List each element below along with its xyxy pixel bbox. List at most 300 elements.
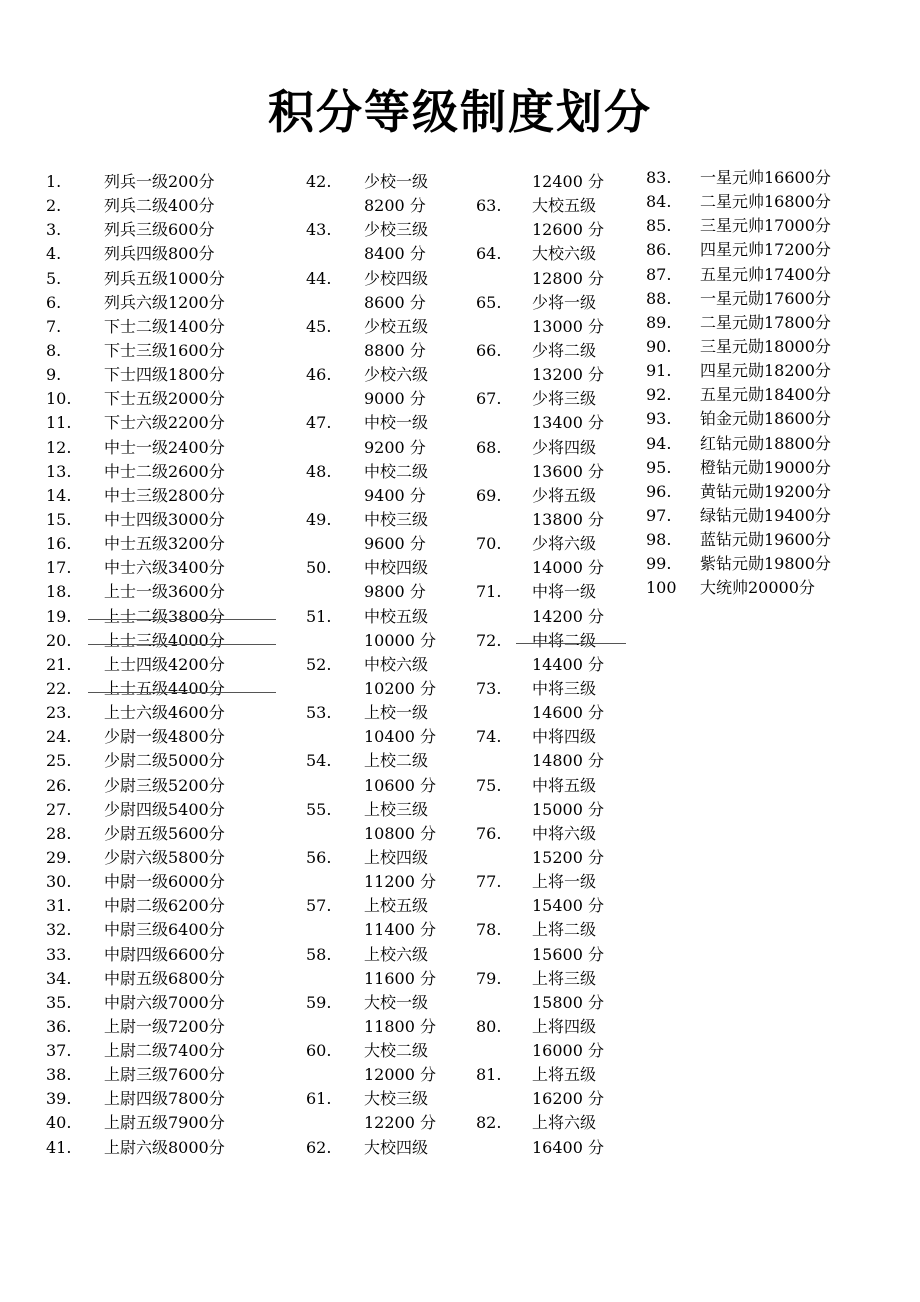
item-number: 26. xyxy=(46,775,72,795)
item-text: 9600 分 xyxy=(364,534,426,554)
item-number: 20. xyxy=(46,630,72,650)
item-text: 12800 分 xyxy=(532,268,604,288)
item-number: 38. xyxy=(46,1065,72,1085)
list-item xyxy=(476,580,626,604)
item-number: 27. xyxy=(46,799,72,819)
item-text: 少尉六级5800分 xyxy=(104,847,225,867)
list-item xyxy=(476,556,626,580)
item-text: 中士四级3000分 xyxy=(104,509,225,529)
item-text: 五星元勋18400分 xyxy=(700,385,831,405)
item-text: 中校四级 xyxy=(364,558,429,578)
list-item xyxy=(46,411,286,435)
list-item xyxy=(46,991,286,1015)
rank-column-1 xyxy=(46,170,286,1160)
item-number: 40. xyxy=(46,1113,72,1133)
list-item xyxy=(306,242,456,266)
list-item xyxy=(306,774,456,798)
list-item xyxy=(306,749,456,773)
item-text: 15800 分 xyxy=(532,992,604,1012)
list-item xyxy=(646,166,866,190)
item-number: 9. xyxy=(46,365,62,385)
item-number: 63. xyxy=(476,196,502,216)
item-text: 上将六级 xyxy=(532,1113,597,1133)
item-number: 65. xyxy=(476,292,502,312)
item-text: 12000 分 xyxy=(364,1065,436,1085)
item-number: 24. xyxy=(46,727,72,747)
item-number: 37. xyxy=(46,1041,72,1061)
table-rule-line xyxy=(516,643,626,644)
item-number: 23. xyxy=(46,703,72,723)
item-number: 2. xyxy=(46,196,62,216)
item-number: 52. xyxy=(306,654,332,674)
list-item xyxy=(46,339,286,363)
item-number: 87. xyxy=(646,264,672,284)
item-text: 一星元勋17600分 xyxy=(700,288,831,308)
list-item xyxy=(46,725,286,749)
item-number: 83. xyxy=(646,168,672,187)
list-item xyxy=(46,918,286,942)
list-item xyxy=(476,943,626,967)
rank-column-3 xyxy=(476,170,626,1160)
item-number: 85. xyxy=(646,216,672,236)
item-text: 蓝钻元勋19600分 xyxy=(700,530,831,550)
list-item xyxy=(306,1136,456,1160)
item-text: 中将六级 xyxy=(532,823,597,843)
item-text: 四星元帅17200分 xyxy=(700,240,831,260)
item-text: 13200 分 xyxy=(532,365,604,385)
item-number: 75. xyxy=(476,775,502,795)
item-text: 下士五级2000分 xyxy=(104,389,225,409)
item-number: 32. xyxy=(46,920,72,940)
list-item xyxy=(306,605,456,629)
item-number: 88. xyxy=(646,288,672,308)
item-number: 74. xyxy=(476,727,502,747)
item-text: 8600 分 xyxy=(364,292,426,312)
table-rule-line xyxy=(88,619,276,620)
item-number: 14. xyxy=(46,485,72,505)
list-item xyxy=(476,1111,626,1135)
list-item xyxy=(476,411,626,435)
item-text: 少校五级 xyxy=(364,316,429,336)
list-item xyxy=(306,943,456,967)
list-item xyxy=(476,991,626,1015)
item-text: 红钻元勋18800分 xyxy=(700,433,831,453)
list-item xyxy=(476,387,626,411)
item-number: 10. xyxy=(46,389,72,409)
item-text: 中将三级 xyxy=(532,678,597,698)
item-text: 16400 分 xyxy=(532,1137,604,1157)
list-item xyxy=(476,677,626,701)
item-text: 15200 分 xyxy=(532,847,604,867)
item-number: 50. xyxy=(306,558,332,578)
list-item xyxy=(646,528,866,552)
list-item xyxy=(306,822,456,846)
list-item xyxy=(46,653,286,677)
item-number: 13. xyxy=(46,461,72,481)
list-item xyxy=(46,870,286,894)
list-item xyxy=(646,480,866,504)
list-item xyxy=(306,991,456,1015)
list-item xyxy=(46,460,286,484)
item-text: 15000 分 xyxy=(532,799,604,819)
item-number: 19. xyxy=(46,606,72,626)
list-item xyxy=(46,170,286,194)
item-number: 30. xyxy=(46,872,72,892)
item-number: 86. xyxy=(646,240,672,260)
list-item xyxy=(46,846,286,870)
list-item xyxy=(476,1015,626,1039)
item-number: 43. xyxy=(306,220,332,240)
list-item xyxy=(476,967,626,991)
list-item xyxy=(476,798,626,822)
item-text: 13400 分 xyxy=(532,413,604,433)
rank-column-4 xyxy=(646,166,866,601)
list-item xyxy=(46,1063,286,1087)
list-item xyxy=(306,460,456,484)
item-number: 80. xyxy=(476,1016,502,1036)
item-text: 14000 分 xyxy=(532,558,604,578)
item-number: 15. xyxy=(46,509,72,529)
item-text: 中尉四级6600分 xyxy=(104,944,225,964)
list-item xyxy=(646,359,866,383)
item-number: 56. xyxy=(306,847,332,867)
item-text: 13000 分 xyxy=(532,316,604,336)
item-number: 22. xyxy=(46,678,72,698)
item-text: 少尉三级5200分 xyxy=(104,775,225,795)
list-item xyxy=(476,339,626,363)
item-number: 84. xyxy=(646,192,672,212)
list-item xyxy=(46,291,286,315)
item-number: 46. xyxy=(306,365,332,385)
item-number: 47. xyxy=(306,413,332,433)
item-number: 34. xyxy=(46,968,72,988)
item-text: 上士一级3600分 xyxy=(104,582,225,602)
list-item xyxy=(306,629,456,653)
list-item xyxy=(476,436,626,460)
list-item xyxy=(46,749,286,773)
item-text: 铂金元勋18600分 xyxy=(700,409,831,429)
table-rule-line xyxy=(88,644,276,645)
item-text: 12200 分 xyxy=(364,1113,436,1133)
item-number: 16. xyxy=(46,534,72,554)
item-number: 61. xyxy=(306,1089,332,1109)
item-text: 绿钻元勋19400分 xyxy=(700,505,831,525)
list-item xyxy=(306,1039,456,1063)
item-number: 78. xyxy=(476,920,502,940)
item-text: 少尉一级4800分 xyxy=(104,727,225,747)
list-item xyxy=(46,701,286,725)
item-text: 上校一级 xyxy=(364,703,429,723)
item-text: 15400 分 xyxy=(532,896,604,916)
list-item xyxy=(46,1039,286,1063)
item-text: 少尉二级5000分 xyxy=(104,751,225,771)
list-item xyxy=(46,677,286,701)
item-number: 64. xyxy=(476,244,502,264)
item-number: 8. xyxy=(46,340,62,360)
item-text: 10200 分 xyxy=(364,678,436,698)
item-number: 72. xyxy=(476,630,502,650)
list-item xyxy=(46,798,286,822)
list-item xyxy=(476,653,626,677)
item-number: 66. xyxy=(476,340,502,360)
item-number: 29. xyxy=(46,847,72,867)
item-text: 上将三级 xyxy=(532,968,597,988)
item-number: 99. xyxy=(646,554,672,574)
item-text: 13800 分 xyxy=(532,509,604,529)
item-text: 中士五级3200分 xyxy=(104,534,225,554)
list-item xyxy=(46,242,286,266)
item-number: 92. xyxy=(646,385,672,405)
item-number: 18. xyxy=(46,582,72,602)
list-item xyxy=(646,504,866,528)
list-item xyxy=(46,822,286,846)
item-number: 4. xyxy=(46,244,62,264)
item-text: 下士四级1800分 xyxy=(104,365,225,385)
item-number: 76. xyxy=(476,823,502,843)
item-number: 53. xyxy=(306,703,332,723)
list-item xyxy=(306,894,456,918)
list-item xyxy=(306,677,456,701)
item-text: 上将五级 xyxy=(532,1065,597,1085)
item-text: 少校六级 xyxy=(364,365,429,385)
list-item xyxy=(476,532,626,556)
item-text: 10400 分 xyxy=(364,727,436,747)
list-item xyxy=(46,532,286,556)
list-item xyxy=(306,170,456,194)
item-number: 91. xyxy=(646,361,672,381)
item-text: 中将五级 xyxy=(532,775,597,795)
item-text: 上校五级 xyxy=(364,896,429,916)
item-text: 10000 分 xyxy=(364,630,436,650)
page-title: 积分等级制度划分 xyxy=(268,85,652,139)
item-text: 12600 分 xyxy=(532,220,604,240)
list-item xyxy=(306,1015,456,1039)
list-item xyxy=(476,291,626,315)
item-text: 上校三级 xyxy=(364,799,429,819)
item-number: 12. xyxy=(46,437,72,457)
item-number: 73. xyxy=(476,678,502,698)
list-item xyxy=(646,238,866,262)
item-text: 11600 分 xyxy=(364,968,436,988)
list-item xyxy=(46,556,286,580)
item-number: 1. xyxy=(46,172,62,191)
item-number: 57. xyxy=(306,896,332,916)
item-text: 上校四级 xyxy=(364,847,429,867)
item-text: 中士三级2800分 xyxy=(104,485,225,505)
list-item xyxy=(46,967,286,991)
item-text: 下士三级1600分 xyxy=(104,340,225,360)
list-item xyxy=(46,194,286,218)
item-text: 上尉六级8000分 xyxy=(104,1137,225,1157)
item-text: 一星元帅16600分 xyxy=(700,168,831,187)
item-text: 11200 分 xyxy=(364,872,436,892)
list-item xyxy=(476,267,626,291)
list-item xyxy=(476,1087,626,1111)
rank-column-2 xyxy=(306,170,456,1160)
item-text: 上士二级3800分 xyxy=(104,606,225,626)
item-text: 上校六级 xyxy=(364,944,429,964)
item-text: 列兵六级1200分 xyxy=(104,292,225,312)
item-number: 97. xyxy=(646,505,672,525)
list-item xyxy=(46,1087,286,1111)
item-text: 上将二级 xyxy=(532,920,597,940)
list-item xyxy=(476,508,626,532)
item-text: 8800 分 xyxy=(364,340,426,360)
item-text: 大统帅20000分 xyxy=(700,578,815,598)
item-text: 下士二级1400分 xyxy=(104,316,225,336)
item-text: 上士五级4400分 xyxy=(104,678,225,698)
list-item xyxy=(46,387,286,411)
list-item xyxy=(476,894,626,918)
item-text: 列兵四级800分 xyxy=(104,244,215,264)
item-text: 大校二级 xyxy=(364,1041,429,1061)
list-item xyxy=(306,556,456,580)
item-number: 81. xyxy=(476,1065,502,1085)
list-item xyxy=(306,508,456,532)
item-number: 58. xyxy=(306,944,332,964)
list-item xyxy=(306,1111,456,1135)
list-item xyxy=(46,508,286,532)
list-item xyxy=(476,218,626,242)
item-number: 98. xyxy=(646,530,672,550)
item-text: 列兵一级200分 xyxy=(104,172,215,191)
list-item xyxy=(476,774,626,798)
list-item xyxy=(306,1087,456,1111)
list-item xyxy=(476,725,626,749)
item-number: 25. xyxy=(46,751,72,771)
item-text: 9000 分 xyxy=(364,389,426,409)
item-number: 100 xyxy=(646,578,677,598)
item-number: 48. xyxy=(306,461,332,481)
item-text: 上士六级4600分 xyxy=(104,703,225,723)
item-number: 94. xyxy=(646,433,672,453)
list-item xyxy=(46,894,286,918)
item-text: 中尉五级6800分 xyxy=(104,968,225,988)
item-text: 上校二级 xyxy=(364,751,429,771)
item-text: 中将一级 xyxy=(532,582,597,602)
list-item xyxy=(306,846,456,870)
item-text: 9200 分 xyxy=(364,437,426,457)
item-text: 8400 分 xyxy=(364,244,426,264)
list-item xyxy=(306,918,456,942)
item-number: 36. xyxy=(46,1016,72,1036)
list-item xyxy=(476,701,626,725)
item-text: 14600 分 xyxy=(532,703,604,723)
item-text: 少尉五级5600分 xyxy=(104,823,225,843)
item-number: 69. xyxy=(476,485,502,505)
item-text: 大校五级 xyxy=(532,196,597,216)
list-item xyxy=(306,1063,456,1087)
item-text: 中校三级 xyxy=(364,509,429,529)
item-text: 上尉四级7800分 xyxy=(104,1089,225,1109)
item-text: 上尉五级7900分 xyxy=(104,1113,225,1133)
item-number: 45. xyxy=(306,316,332,336)
item-text: 少将四级 xyxy=(532,437,597,457)
item-text: 上尉一级7200分 xyxy=(104,1016,225,1036)
list-item xyxy=(46,774,286,798)
item-text: 三星元帅17000分 xyxy=(700,216,831,236)
item-text: 二星元勋17800分 xyxy=(700,312,831,332)
item-text: 少将二级 xyxy=(532,340,597,360)
list-item xyxy=(476,194,626,218)
item-text: 列兵二级400分 xyxy=(104,196,215,216)
item-number: 77. xyxy=(476,872,502,892)
item-text: 少校三级 xyxy=(364,220,429,240)
table-rule-line xyxy=(88,692,276,693)
item-text: 大校三级 xyxy=(364,1089,429,1109)
list-item xyxy=(306,580,456,604)
item-number: 96. xyxy=(646,481,672,501)
item-text: 11400 分 xyxy=(364,920,436,940)
list-item xyxy=(306,967,456,991)
list-item xyxy=(46,436,286,460)
item-text: 少将一级 xyxy=(532,292,597,312)
list-item xyxy=(476,749,626,773)
list-item xyxy=(46,580,286,604)
item-text: 13600 分 xyxy=(532,461,604,481)
item-text: 中校五级 xyxy=(364,606,429,626)
item-text: 中校二级 xyxy=(364,461,429,481)
item-number: 39. xyxy=(46,1089,72,1109)
list-item xyxy=(476,242,626,266)
item-number: 41. xyxy=(46,1137,72,1157)
list-item xyxy=(306,870,456,894)
item-number: 95. xyxy=(646,457,672,477)
list-item xyxy=(476,1063,626,1087)
list-item xyxy=(476,363,626,387)
item-number: 31. xyxy=(46,896,72,916)
item-number: 3. xyxy=(46,220,62,240)
item-number: 71. xyxy=(476,582,502,602)
list-item xyxy=(306,363,456,387)
item-text: 中校六级 xyxy=(364,654,429,674)
list-item xyxy=(646,263,866,287)
item-text: 大校一级 xyxy=(364,992,429,1012)
item-text: 五星元帅17400分 xyxy=(700,264,831,284)
item-text: 三星元勋18000分 xyxy=(700,336,831,356)
item-number: 55. xyxy=(306,799,332,819)
list-item xyxy=(476,629,626,653)
item-text: 中士二级2600分 xyxy=(104,461,225,481)
item-number: 6. xyxy=(46,292,62,312)
item-text: 紫钻元勋19800分 xyxy=(700,554,831,574)
list-item xyxy=(306,194,456,218)
list-item xyxy=(306,436,456,460)
item-number: 28. xyxy=(46,823,72,843)
item-text: 14800 分 xyxy=(532,751,604,771)
list-item xyxy=(46,363,286,387)
list-item xyxy=(306,411,456,435)
list-item xyxy=(306,798,456,822)
item-text: 10800 分 xyxy=(364,823,436,843)
item-text: 中校一级 xyxy=(364,413,429,433)
item-text: 9800 分 xyxy=(364,582,426,602)
item-text: 上将一级 xyxy=(532,872,597,892)
list-item xyxy=(646,335,866,359)
item-text: 四星元勋18200分 xyxy=(700,361,831,381)
list-item xyxy=(476,846,626,870)
list-item xyxy=(646,214,866,238)
item-number: 49. xyxy=(306,509,332,529)
item-text: 中士一级2400分 xyxy=(104,437,225,457)
item-number: 11. xyxy=(46,413,72,433)
item-text: 11800 分 xyxy=(364,1016,436,1036)
list-item xyxy=(646,287,866,311)
item-text: 橙钻元勋19000分 xyxy=(700,457,831,477)
list-item xyxy=(476,484,626,508)
item-text: 14400 分 xyxy=(532,654,604,674)
list-item xyxy=(46,605,286,629)
